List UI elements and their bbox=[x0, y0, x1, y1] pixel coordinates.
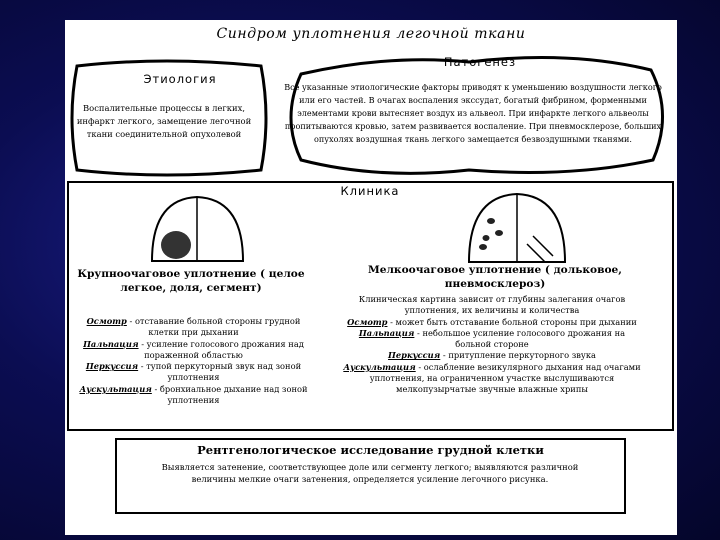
finding-term: Перкуссия bbox=[388, 350, 441, 361]
pathogenesis-heading: Патогенез bbox=[443, 55, 517, 69]
small-focus-intro: Клиническая картина зависит от глубины залегания очагов уплотнения, их величины и количества bbox=[358, 294, 626, 316]
finding-item bbox=[342, 350, 642, 361]
finding-term: Пальпация bbox=[358, 327, 415, 338]
small-lesion-mark bbox=[495, 230, 503, 236]
pathogenesis-text: Все указанные этиологические факторы приводят к уменьшению воздушности легкого или его частей. В очагах воспаления экссудат, богатый фибрином, форменными элементами крови вытесняет воздух из альвеол. При инфаркте легкого альвеолы пропитываются кровью, затем развивается воспаление. При пневмосклерозе, больших опухолях воздушная ткань легкого замещается безвоздушными тканями. bbox=[284, 82, 662, 144]
finding-item bbox=[71, 339, 316, 362]
finding-item bbox=[342, 362, 642, 396]
finding-item bbox=[71, 361, 316, 384]
finding-term: Осмотр bbox=[86, 316, 127, 326]
finding-text: - небольшое усиление голосового дрожания на больной стороне bbox=[414, 327, 626, 350]
finding-term: Перкуссия bbox=[85, 361, 139, 372]
large-focus-lung-diagram bbox=[150, 195, 245, 263]
finding-text: - ослабление везикулярного дыхания над очагами уплотнения, на ограниченном участке выслушиваются мелкопузырчатые звучные влажные хрипы bbox=[369, 361, 641, 395]
slide-title: Синдром уплотнения легочной ткани bbox=[216, 26, 526, 42]
finding-term: Пальпация bbox=[83, 338, 139, 349]
finding-item bbox=[71, 316, 316, 339]
large-focus-findings bbox=[71, 316, 316, 406]
large-focus-title: Крупноочаговое уплотнение ( целое легкое, доля, сегмент) bbox=[77, 268, 305, 294]
finding-text: - бронхиальное дыхание над зоной уплотнения bbox=[151, 383, 308, 406]
small-lesion-mark bbox=[483, 235, 490, 241]
large-lesion-mark bbox=[161, 231, 191, 259]
etiology-heading: Этиология bbox=[143, 72, 217, 86]
xray-heading: Рентгенологическое исследование грудной клетки bbox=[197, 443, 544, 457]
finding-item bbox=[342, 328, 642, 351]
small-focus-findings bbox=[342, 294, 642, 396]
finding-text: - усиление голосового дрожания над пораженной областью bbox=[138, 338, 304, 360]
xray-text: Выявляется затенение, соответствующее доле или сегменту легкого; выявляются различной величины мелкие очаги затенения, определяется усиление легочного рисунка. bbox=[161, 462, 579, 484]
small-focus-title: Мелкоочаговое уплотнение ( дольковое, пневмосклероз) bbox=[368, 264, 622, 290]
finding-item bbox=[342, 317, 642, 328]
finding-term: Аускультация bbox=[79, 383, 152, 394]
small-focus-lung-diagram bbox=[467, 192, 567, 264]
slide bbox=[65, 20, 677, 535]
finding-text: - тупой перкуторный звук над зоной уплотнения bbox=[138, 361, 302, 383]
finding-term: Аускультация bbox=[343, 361, 416, 372]
finding-text: - может быть отставание больной стороны при дыхании bbox=[387, 316, 637, 327]
finding-text: - отставание больной стороны грудной клетки при дыхании bbox=[126, 316, 301, 338]
etiology-text: Воспалительные процессы в легких, инфаркт легкого, замещение легочной ткани соединительной опухолевой bbox=[76, 103, 252, 139]
small-lesion-mark bbox=[479, 244, 487, 250]
finding-term: Осмотр bbox=[347, 316, 388, 327]
finding-text: - притупление перкуторного звука bbox=[440, 350, 596, 361]
clinic-heading: Клиника bbox=[340, 184, 400, 198]
finding-item bbox=[71, 384, 316, 407]
small-lesion-mark bbox=[487, 218, 495, 224]
